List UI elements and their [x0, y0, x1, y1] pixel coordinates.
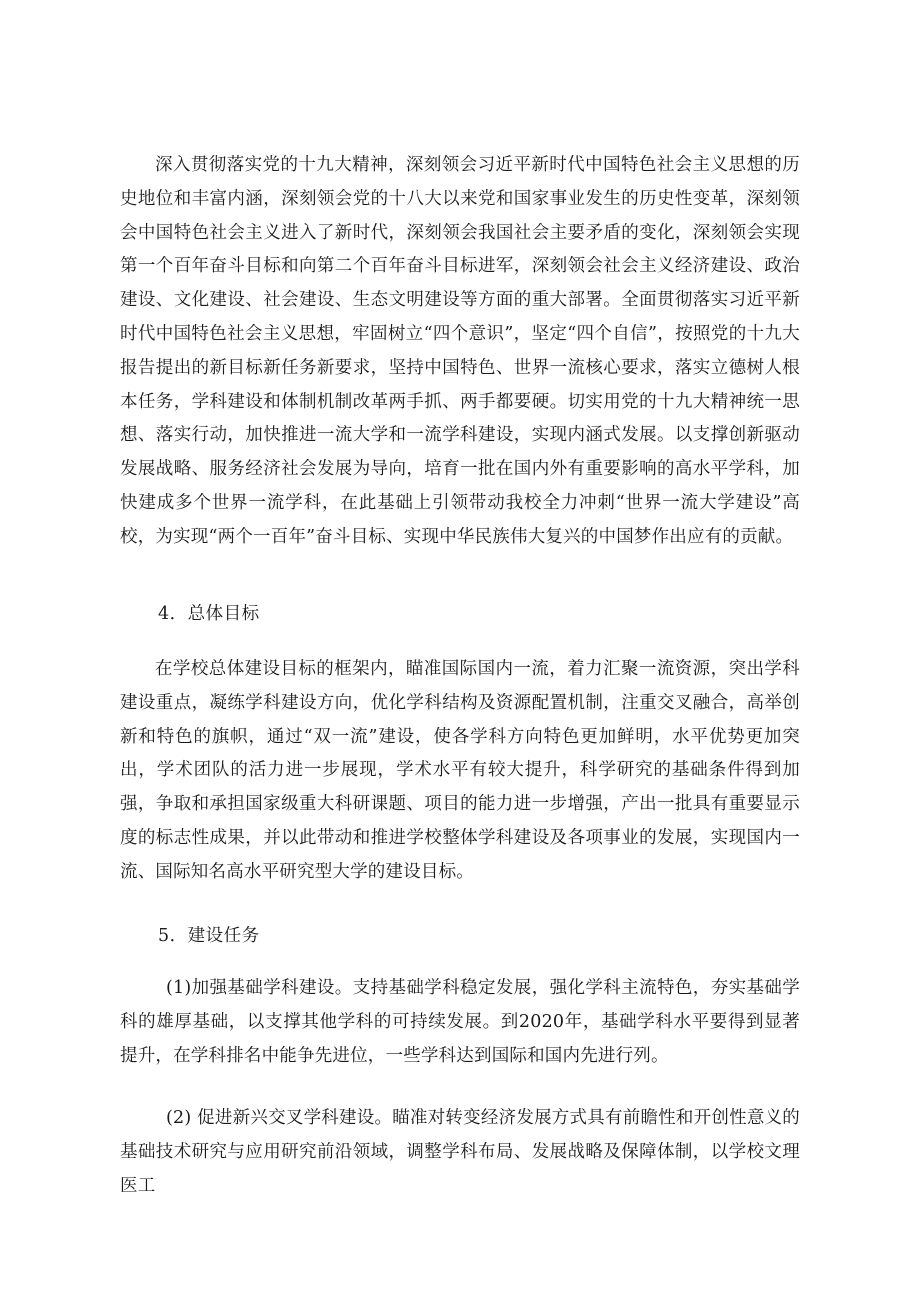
section-heading-construction-tasks: 5．建设任务: [158, 926, 260, 946]
paragraph-task-basic-disciplines: (1)加强基础学科建设。支持基础学科稳定发展，强化学科主流特色，夯实基础学科的雄厚基础，以支撑其他学科的可持续发展。到2020年，基础学科水平要得到显著提升，在学科排名中能争先进位，一些学科达到国际和国内先进行列。: [120, 978, 800, 1066]
paragraph-guiding-ideology: 深入贯彻落实党的十九大精神，深刻领会习近平新时代中国特色社会主义思想的历史地位和丰富内涵，深刻领会党的十八大以来党和国家事业发生的历史性变革，深刻领会中国特色社会主义进入了新时代，深刻领会我国社会主要矛盾的变化，深刻领会实现第一个百年奋斗目标和向第二个百年奋斗目标进军，深刻领会社会主义经济建设、政治建设、文化建设、社会建设、生态文明建设等方面的重大部署。全面贯彻落实习近平新时代中国特色社会主义思想，牢固树立“四个意识”，坚定“四个自信”，按照党的十九大报告提出的新目标新任务新要求，坚持中国特色、世界一流核心要求，落实立德树人根本任务，学科建设和体制机制改革两手抓、两手都要硬。切实用党的十九大精神统一思想、落实行动，加快推进一流大学和一流学科建设，实现内涵式发展。以支撑创新驱动发展战略、服务经济社会发展为导向，培育一批在国内外有重要影响的高水平学科，加快建成多个世界一流学科，在此基础上引领带动我校全力冲刺“世界一流大学建设”高校，为实现“两个一百年”奋斗目标、实现中华民族伟大复兴的中国梦作出应有的贡献。: [120, 155, 800, 547]
section-heading-overall-goal: 4．总体目标: [158, 604, 260, 624]
paragraph-overall-goal: 在学校总体建设目标的框架内，瞄准国际国内一流，着力汇聚一流资源，突出学科建设重点，凝练学科建设方向，优化学科结构及资源配置机制，注重交叉融合，高举创新和特色的旗帜，通过“双一流”建设，使各学科方向特色更加鲜明，水平优势更加突出，学术团队的活力进一步展现，学术水平有较大提升，科学研究的基础条件得到加强，争取和承担国家级重大科研课题、项目的能力进一步增强，产出一批具有重要显示度的标志性成果，并以此带动和推进学校整体学科建设及各项事业的发展，实现国内一流、国际知名高水平研究型大学的建设目标。: [120, 659, 800, 882]
paragraph-task-interdisciplinary: (2) 促进新兴交叉学科建设。瞄准对转变经济发展方式具有前瞻性和开创性意义的基础技术研究与应用研究前沿领域，调整学科布局、发展战略及保障体制，以学校文理医工: [120, 1108, 800, 1196]
